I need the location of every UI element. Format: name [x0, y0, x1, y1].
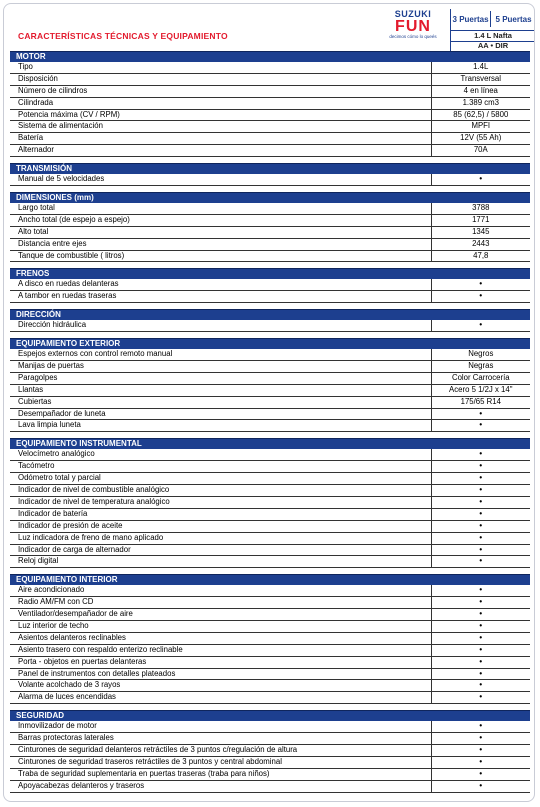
- spec-row: [10, 449, 530, 461]
- spec-value: Negras: [468, 361, 494, 371]
- spec-label: Cilindrada: [10, 98, 432, 109]
- spec-value: •: [479, 644, 483, 654]
- spec-value: •: [479, 520, 483, 530]
- spec-label: Ventilador/desempañador de aire: [10, 609, 432, 620]
- spec-label: Radio AM/FM con CD: [10, 597, 432, 608]
- spec-row: [10, 497, 530, 509]
- spec-label: Odómetro total y parcial: [10, 473, 432, 484]
- spec-row: [10, 121, 530, 133]
- spec-label: A disco en ruedas delanteras: [10, 279, 432, 290]
- spec-row: [10, 461, 530, 473]
- spec-label: Alto total: [10, 227, 432, 238]
- spec-value: •: [479, 780, 483, 790]
- spec-value: •: [479, 656, 483, 666]
- spec-value: •: [479, 597, 483, 607]
- spec-row: [10, 585, 530, 597]
- spec-label: Cinturones de seguridad delanteros retráctiles de 3 puntos c/regulación de altura: [10, 745, 432, 756]
- spec-row: [10, 485, 530, 497]
- section-header: TRANSMISIÓN: [10, 163, 530, 174]
- spec-table: [10, 51, 530, 793]
- spec-value: 175/65 R14: [460, 396, 501, 406]
- spec-value: •: [479, 680, 483, 690]
- spec-row: [10, 203, 530, 215]
- spec-label: Tipo: [10, 62, 432, 73]
- spec-value: •: [479, 320, 483, 330]
- spec-section: [10, 192, 530, 262]
- spec-label: Tanque de combustible ( litros): [10, 251, 432, 262]
- spec-row: [10, 545, 530, 557]
- spec-label: Potencia máxima (CV / RPM): [10, 110, 432, 121]
- spec-value: •: [479, 485, 483, 495]
- spec-value: •: [479, 532, 483, 542]
- spec-value: 12V (55 Ah): [460, 133, 502, 143]
- spec-label: Desempañador de luneta: [10, 409, 432, 420]
- spec-value: •: [479, 609, 483, 619]
- spec-label: Dirección hidráulica: [10, 320, 432, 331]
- spec-value: •: [479, 496, 483, 506]
- spec-value: Transversal: [460, 73, 501, 83]
- spec-value: •: [479, 279, 483, 289]
- spec-label: Manual de 5 velocidades: [10, 174, 432, 185]
- spec-value: •: [479, 733, 483, 743]
- spec-label: Cinturones de seguridad traseros retráctiles de 3 puntos y central abdominal: [10, 757, 432, 768]
- spec-row: [10, 251, 530, 263]
- spec-label: Indicador de carga de alternador: [10, 545, 432, 556]
- spec-value: 47,8: [473, 250, 489, 260]
- spec-row: [10, 239, 530, 251]
- spec-row: [10, 279, 530, 291]
- spec-row: [10, 597, 530, 609]
- spec-row: [10, 361, 530, 373]
- version-3-doors: 3 Puertas: [450, 11, 490, 27]
- spec-label: Alternador: [10, 145, 432, 156]
- spec-row: [10, 645, 530, 657]
- spec-section: [10, 710, 530, 792]
- spec-section: [10, 268, 530, 303]
- spec-section: [10, 309, 530, 332]
- spec-row: [10, 533, 530, 545]
- spec-value: •: [479, 174, 483, 184]
- spec-value: •: [479, 291, 483, 301]
- engine-label: 1.4 L Nafta: [451, 30, 535, 42]
- spec-row: [10, 397, 530, 409]
- spec-label: Sistema de alimentación: [10, 121, 432, 132]
- spec-row: [10, 757, 530, 769]
- spec-value: •: [479, 473, 483, 483]
- spec-value: •: [479, 544, 483, 554]
- spec-row: [10, 62, 530, 74]
- spec-row: [10, 409, 530, 421]
- spec-value: •: [479, 744, 483, 754]
- spec-label: Alarma de luces encendidas: [10, 692, 432, 703]
- spec-value: •: [479, 556, 483, 566]
- spec-row: [10, 420, 530, 432]
- spec-label: Indicador de nivel de temperatura analógico: [10, 497, 432, 508]
- section-header: MOTOR: [10, 51, 530, 62]
- spec-row: [10, 74, 530, 86]
- spec-row: [10, 227, 530, 239]
- spec-row: [10, 609, 530, 621]
- spec-row: [10, 133, 530, 145]
- spec-row: [10, 521, 530, 533]
- spec-label: Porta - objetos en puertas delanteras: [10, 657, 432, 668]
- spec-section: [10, 338, 530, 432]
- version-5-doors: 5 Puertas: [490, 11, 535, 27]
- spec-value: 2443: [472, 238, 490, 248]
- section-header: SEGURIDAD: [10, 710, 530, 721]
- spec-label: Espejos externos con control remoto manual: [10, 349, 432, 360]
- spec-value: 3788: [472, 203, 490, 213]
- spec-row: [10, 721, 530, 733]
- spec-value: •: [479, 721, 483, 731]
- spec-value: •: [479, 692, 483, 702]
- spec-row: [10, 781, 530, 793]
- spec-row: [10, 98, 530, 110]
- spec-label: Llantas: [10, 385, 432, 396]
- spec-row: [10, 769, 530, 781]
- spec-value: 1.389 cm3: [462, 97, 499, 107]
- spec-value: Acero 5 1/2J x 14": [449, 384, 513, 394]
- spec-row: [10, 320, 530, 332]
- spec-row: [10, 349, 530, 361]
- spec-label: Cubiertas: [10, 397, 432, 408]
- spec-label: Paragolpes: [10, 373, 432, 384]
- spec-label: Disposición: [10, 74, 432, 85]
- spec-value: 1.4L: [473, 62, 489, 71]
- page-title: CARACTERÍSTICAS TÉCNICAS Y EQUIPAMIENTO: [18, 31, 228, 41]
- spec-row: [10, 733, 530, 745]
- spec-label: Inmovilizador de motor: [10, 721, 432, 732]
- spec-row: [10, 692, 530, 704]
- spec-value: •: [479, 756, 483, 766]
- section-header: EQUIPAMIENTO INSTRUMENTAL: [10, 438, 530, 449]
- spec-value: •: [479, 408, 483, 418]
- spec-label: Barras protectoras laterales: [10, 733, 432, 744]
- section-header: DIMENSIONES (mm): [10, 192, 530, 203]
- spec-value: •: [479, 449, 483, 459]
- spec-row: [10, 556, 530, 568]
- spec-label: A tambor en ruedas traseras: [10, 291, 432, 302]
- spec-label: Manijas de puertas: [10, 361, 432, 372]
- spec-section: [10, 574, 530, 704]
- spec-row: [10, 621, 530, 633]
- spec-label: Panel de instrumentos con detalles plateados: [10, 669, 432, 680]
- spec-value: 85 (62,5) / 5800: [453, 109, 509, 119]
- spec-label: Indicador de nivel de combustible analógico: [10, 485, 432, 496]
- section-header: FRENOS: [10, 268, 530, 279]
- spec-row: [10, 110, 530, 122]
- spec-label: Luz interior de techo: [10, 621, 432, 632]
- spec-label: Distancia entre ejes: [10, 239, 432, 250]
- spec-label: Tacómetro: [10, 461, 432, 472]
- section-header: DIRECCIÓN: [10, 309, 530, 320]
- spec-value: Negros: [468, 349, 494, 359]
- spec-label: Traba de seguridad suplementaria en puertas traseras (traba para niños): [10, 769, 432, 780]
- spec-row: [10, 680, 530, 692]
- spec-label: Número de cilindros: [10, 86, 432, 97]
- spec-row: [10, 633, 530, 645]
- spec-section: [10, 51, 530, 157]
- spec-label: Reloj digital: [10, 556, 432, 567]
- spec-value: •: [479, 668, 483, 678]
- spec-row: [10, 745, 530, 757]
- version-header: [450, 11, 535, 27]
- spec-row: [10, 215, 530, 227]
- spec-value: •: [479, 461, 483, 471]
- spec-section: [10, 163, 530, 186]
- spec-label: Lava limpia luneta: [10, 420, 432, 431]
- spec-value: •: [479, 585, 483, 595]
- brand-name: SUZUKI: [394, 9, 432, 19]
- spec-value: 70A: [473, 145, 488, 155]
- spec-label: Apoyacabezas delanteros y traseros: [10, 781, 432, 792]
- spec-value: MPFI: [471, 121, 491, 131]
- spec-label: Indicador de presión de aceite: [10, 521, 432, 532]
- spec-label: Aire acondicionado: [10, 585, 432, 596]
- model-name: FUN: [395, 18, 431, 35]
- spec-label: Largo total: [10, 203, 432, 214]
- spec-label: Indicador de batería: [10, 509, 432, 520]
- spec-row: [10, 145, 530, 157]
- equipment-label: AA • DIR: [477, 41, 509, 50]
- spec-row: [10, 373, 530, 385]
- spec-value: •: [479, 632, 483, 642]
- spec-label: Luz indicadora de freno de mano aplicado: [10, 533, 432, 544]
- spec-row: [10, 473, 530, 485]
- spec-label: Ancho total (de espejo a espejo): [10, 215, 432, 226]
- spec-value: •: [479, 620, 483, 630]
- spec-value: •: [479, 508, 483, 518]
- spec-row: [10, 385, 530, 397]
- spec-label: Volante acolchado de 3 rayos: [10, 680, 432, 691]
- spec-row: [10, 86, 530, 98]
- brand-tagline: decimos cómo lo queés: [389, 34, 437, 39]
- spec-row: [10, 669, 530, 681]
- spec-value: 1345: [472, 226, 490, 236]
- section-header: EQUIPAMIENTO EXTERIOR: [10, 338, 530, 349]
- spec-value: •: [479, 420, 483, 430]
- spec-row: [10, 657, 530, 669]
- spec-row: [10, 509, 530, 521]
- spec-label: Batería: [10, 133, 432, 144]
- brand-logo: [382, 9, 444, 49]
- spec-value: 1771: [472, 214, 490, 224]
- spec-label: Asiento trasero con respaldo enterizo reclinable: [10, 645, 432, 656]
- spec-label: Asientos delanteros reclinables: [10, 633, 432, 644]
- spec-row: [10, 174, 530, 186]
- spec-section: [10, 438, 530, 568]
- spec-value: 4 en línea: [463, 85, 498, 95]
- spec-label: Velocímetro analógico: [10, 449, 432, 460]
- section-header: EQUIPAMIENTO INTERIOR: [10, 574, 530, 585]
- spec-row: [10, 291, 530, 303]
- spec-value: Color Carrocería: [451, 372, 510, 382]
- spec-value: •: [479, 768, 483, 778]
- spec-sheet: [3, 3, 535, 802]
